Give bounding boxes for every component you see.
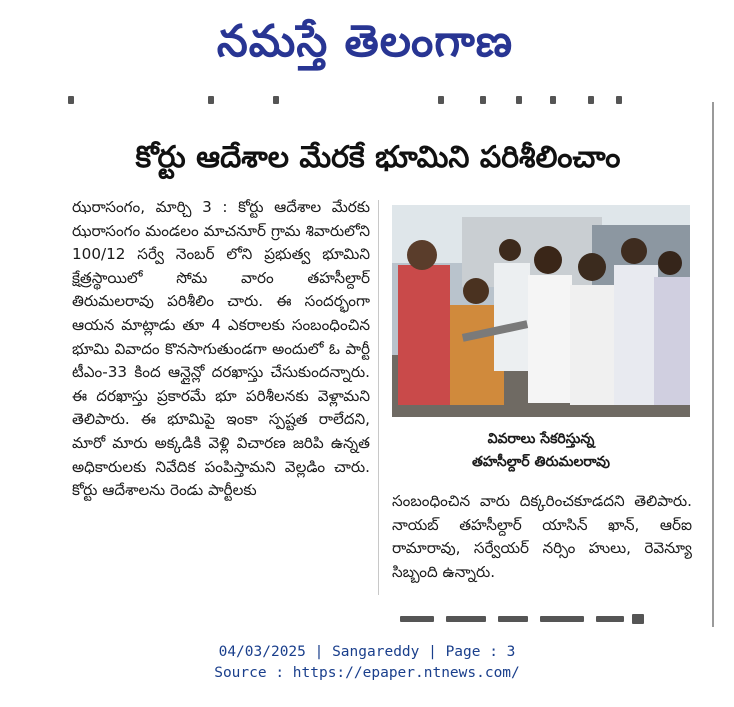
clipping-footer: [0, 642, 734, 684]
photo-caption: [392, 428, 690, 474]
photo-caption-line1: వివరాలు సేకరిస్తున్న: [487, 431, 595, 447]
clipped-text-line-right: [420, 96, 630, 104]
article-body-right-column: [392, 490, 692, 584]
column-divider: [378, 200, 379, 595]
footer-date-edition-page: 04/03/2025 | Sangareddy | Page : 3: [218, 644, 516, 660]
article-body-right-text: సంబంధించిన వారు దిక్కరించకూడదని తెలిపారు. నాయబ్ తహసీల్దార్ యాసిన్ ఖాన్, ఆర్ఐ రామారావు, సర్వేయర్ నర్సిం హులు, రెవెన్యూ సిబ్బంది ఉన్నారు.: [392, 492, 692, 581]
footer-source-link[interactable]: Source : https://epaper.ntnews.com/: [214, 665, 520, 681]
newspaper-masthead: నమస్తే తెలంగాణ: [216, 16, 514, 67]
page-edge-rule: [712, 102, 714, 627]
photo-caption-line2: తహసీల్దార్ తిరుమలరావు: [471, 454, 611, 470]
article-body-left-column: [72, 196, 370, 503]
article-photo-illustration: [392, 205, 690, 417]
article-photo: [392, 205, 690, 417]
article-body-left-text: ఝరాసంగం, మార్చి 3 : కోర్టు ఆదేశాల మేరకు ఝరాసంగం మండలం మాచనూర్ గ్రామ శివారులోని 100/12 సర్వే నెంబర్ లోని ప్రభుత్వ భూమిని క్షేత్రస్థాయిలో సోమ వారం తహసీల్దార్ తిరుమలరావు పరిశీలిం చారు. ఈ సందర్భంగా ఆయన మాట్లాడు తూ 4 ఎకరాలకు సంబంధించిన భూమి వివాదం కొనసాగుతుండగా అందులో ఓ పార్టీ టీఎం-33 కింద ఆన్లైన్లో దరఖాస్తు చేసుకుందన్నారు. ఈ దరఖాస్తు ప్రకారమే భూ పరిశీలనకు వెళ్లామని తెలిపారు. ఈ భూమిపై ఇంకా స్పష్టత రాలేదని, మారో మారు అక్కడికి వెళ్లి విచారణ జరిపి ఉన్నత అధికారులకు నివేదిక పంపిస్తామని వెల్లడిం చారు. కోర్టు ఆదేశాలను రెండు పార్టీలకు: [72, 198, 370, 500]
clipped-text-line-left: [68, 96, 368, 104]
clipped-text-line-bottom: [400, 614, 650, 624]
article-headline: కోర్టు ఆదేశాల మేరకే భూమిని పరిశీలించాం: [135, 140, 621, 175]
